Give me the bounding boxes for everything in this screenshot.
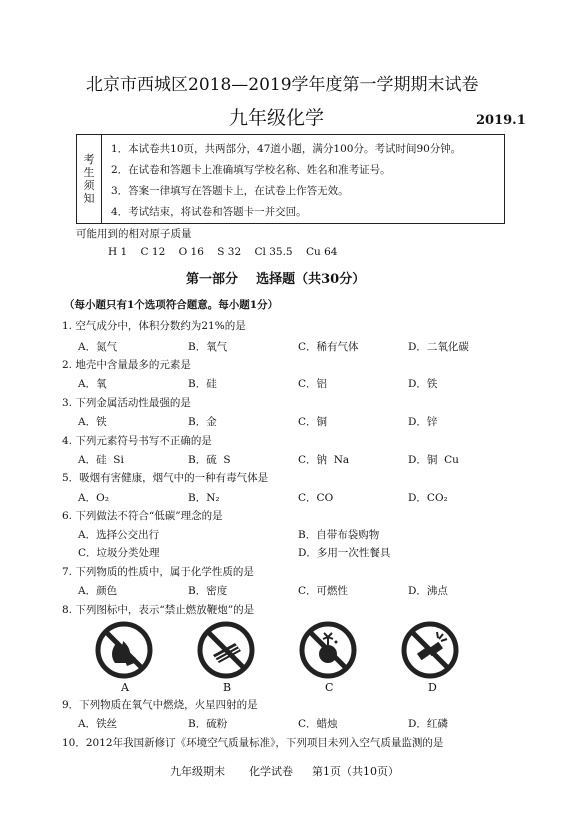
option-d: D．二氧化碳 bbox=[408, 341, 469, 353]
option-d: D．红磷 bbox=[408, 718, 448, 730]
notice-box bbox=[76, 134, 505, 224]
question-stem: 10．2012年我国新修订《环境空气质量标准》，下列项目未列入空气质量监测的是 bbox=[62, 737, 444, 749]
option-a: A．氧 bbox=[78, 378, 107, 390]
notice-item: 4．考试结束，将试卷和答题卡一并交回。 bbox=[111, 206, 307, 218]
footer-page: 第1页（共10页） bbox=[312, 765, 399, 778]
question-stem: 1. 空气成分中，体积分数约为21%的是 bbox=[62, 320, 246, 332]
option-c: C．铝 bbox=[298, 378, 328, 390]
option-c: C．钠 Na bbox=[298, 454, 350, 466]
question-stem: 2. 地壳中含量最多的元素是 bbox=[62, 359, 191, 371]
no-burning-icon bbox=[95, 621, 153, 679]
option-d: D．铜 Cu bbox=[408, 454, 459, 466]
icon-label: D bbox=[428, 681, 437, 694]
option-d: D．沸点 bbox=[408, 585, 448, 597]
option-d: D．锌 bbox=[408, 416, 438, 428]
notice-item: 2．在试卷和答题卡上准确填写学校名称、姓名和准考证号。 bbox=[111, 164, 391, 176]
option-b: B．硫粉 bbox=[188, 718, 228, 730]
option-b: B．硫 S bbox=[188, 454, 231, 466]
exam-date: 2019.1 bbox=[476, 113, 526, 128]
question-stem: 5．吸烟有害健康，烟气中的一种有毒气体是 bbox=[62, 472, 269, 484]
option-c: C．垃圾分类处理 bbox=[78, 547, 160, 559]
option-b: B．密度 bbox=[188, 585, 228, 597]
option-c: C．可燃性 bbox=[298, 585, 349, 597]
question-stem: 4. 下列元素符号书写不正确的是 bbox=[62, 435, 212, 447]
option-b: B．自带布袋购物 bbox=[298, 529, 380, 541]
option-a: A．铁丝 bbox=[78, 718, 118, 730]
option-c: C．稀有气体 bbox=[298, 341, 359, 353]
atomic-mass-values: H 1 C 12 O 16 S 32 Cl 35.5 Cu 64 bbox=[108, 246, 338, 258]
option-b: B．氧气 bbox=[188, 341, 228, 353]
footer-subject: 化学试卷 bbox=[249, 765, 293, 778]
option-b: B．N₂ bbox=[188, 492, 220, 504]
option-d: D．CO₂ bbox=[408, 492, 448, 504]
section-title: 第一部分 选择题（共30分） bbox=[186, 272, 366, 287]
icon-label: B bbox=[223, 681, 232, 694]
option-b: B．金 bbox=[188, 416, 217, 428]
option-d: D．铁 bbox=[408, 378, 438, 390]
notice-label: 考生须知 bbox=[77, 135, 102, 223]
no-firecrackers-icon bbox=[401, 621, 459, 679]
option-c: C．CO bbox=[298, 492, 334, 504]
option-a: A．O₂ bbox=[78, 492, 109, 504]
icon-label: C bbox=[325, 681, 334, 694]
option-c: C．蜡烛 bbox=[298, 718, 338, 730]
question-stem: 7. 下列物质的性质中，属于化学性质的是 bbox=[62, 566, 254, 578]
icon-label: A bbox=[121, 681, 129, 694]
section-instruction: （每小题只有1个选项符合题意。每小题1分） bbox=[64, 299, 279, 311]
atomic-mass-label: 可能用到的相对原子质量 bbox=[76, 228, 192, 240]
notice-item: 1．本试卷共10页，共两部分，47道小题，满分100分。考试时间90分钟。 bbox=[111, 143, 462, 155]
option-a: A．铁 bbox=[78, 416, 107, 428]
no-fireworks-icon bbox=[197, 621, 255, 679]
option-c: C．铜 bbox=[298, 416, 328, 428]
option-d: D．多用一次性餐具 bbox=[298, 547, 391, 559]
question-stem: 9．下列物质在氧气中燃烧，火星四射的是 bbox=[62, 699, 258, 711]
subject-title: 九年级化学 bbox=[229, 107, 325, 129]
footer-grade: 九年级期末 bbox=[170, 765, 225, 778]
option-a: A．颜色 bbox=[78, 585, 118, 597]
option-a: A．氮气 bbox=[78, 341, 118, 353]
question-stem: 6. 下列做法不符合“低碳”理念的是 bbox=[62, 510, 223, 522]
question-stem: 3. 下列金属活动性最强的是 bbox=[62, 397, 191, 409]
exam-title: 北京市西城区2018—2019学年度第一学期期末试卷 bbox=[86, 75, 479, 95]
option-a: A．选择公交出行 bbox=[78, 529, 160, 541]
option-a: A．硅 Si bbox=[78, 454, 124, 466]
option-b: B．硅 bbox=[188, 378, 217, 390]
notice-item: 3．答案一律填写在答题卡上，在试卷上作答无效。 bbox=[111, 185, 349, 197]
question-stem: 8. 下列图标中，表示“禁止燃放鞭炮”的是 bbox=[62, 604, 255, 616]
no-explosives-icon bbox=[299, 621, 357, 679]
